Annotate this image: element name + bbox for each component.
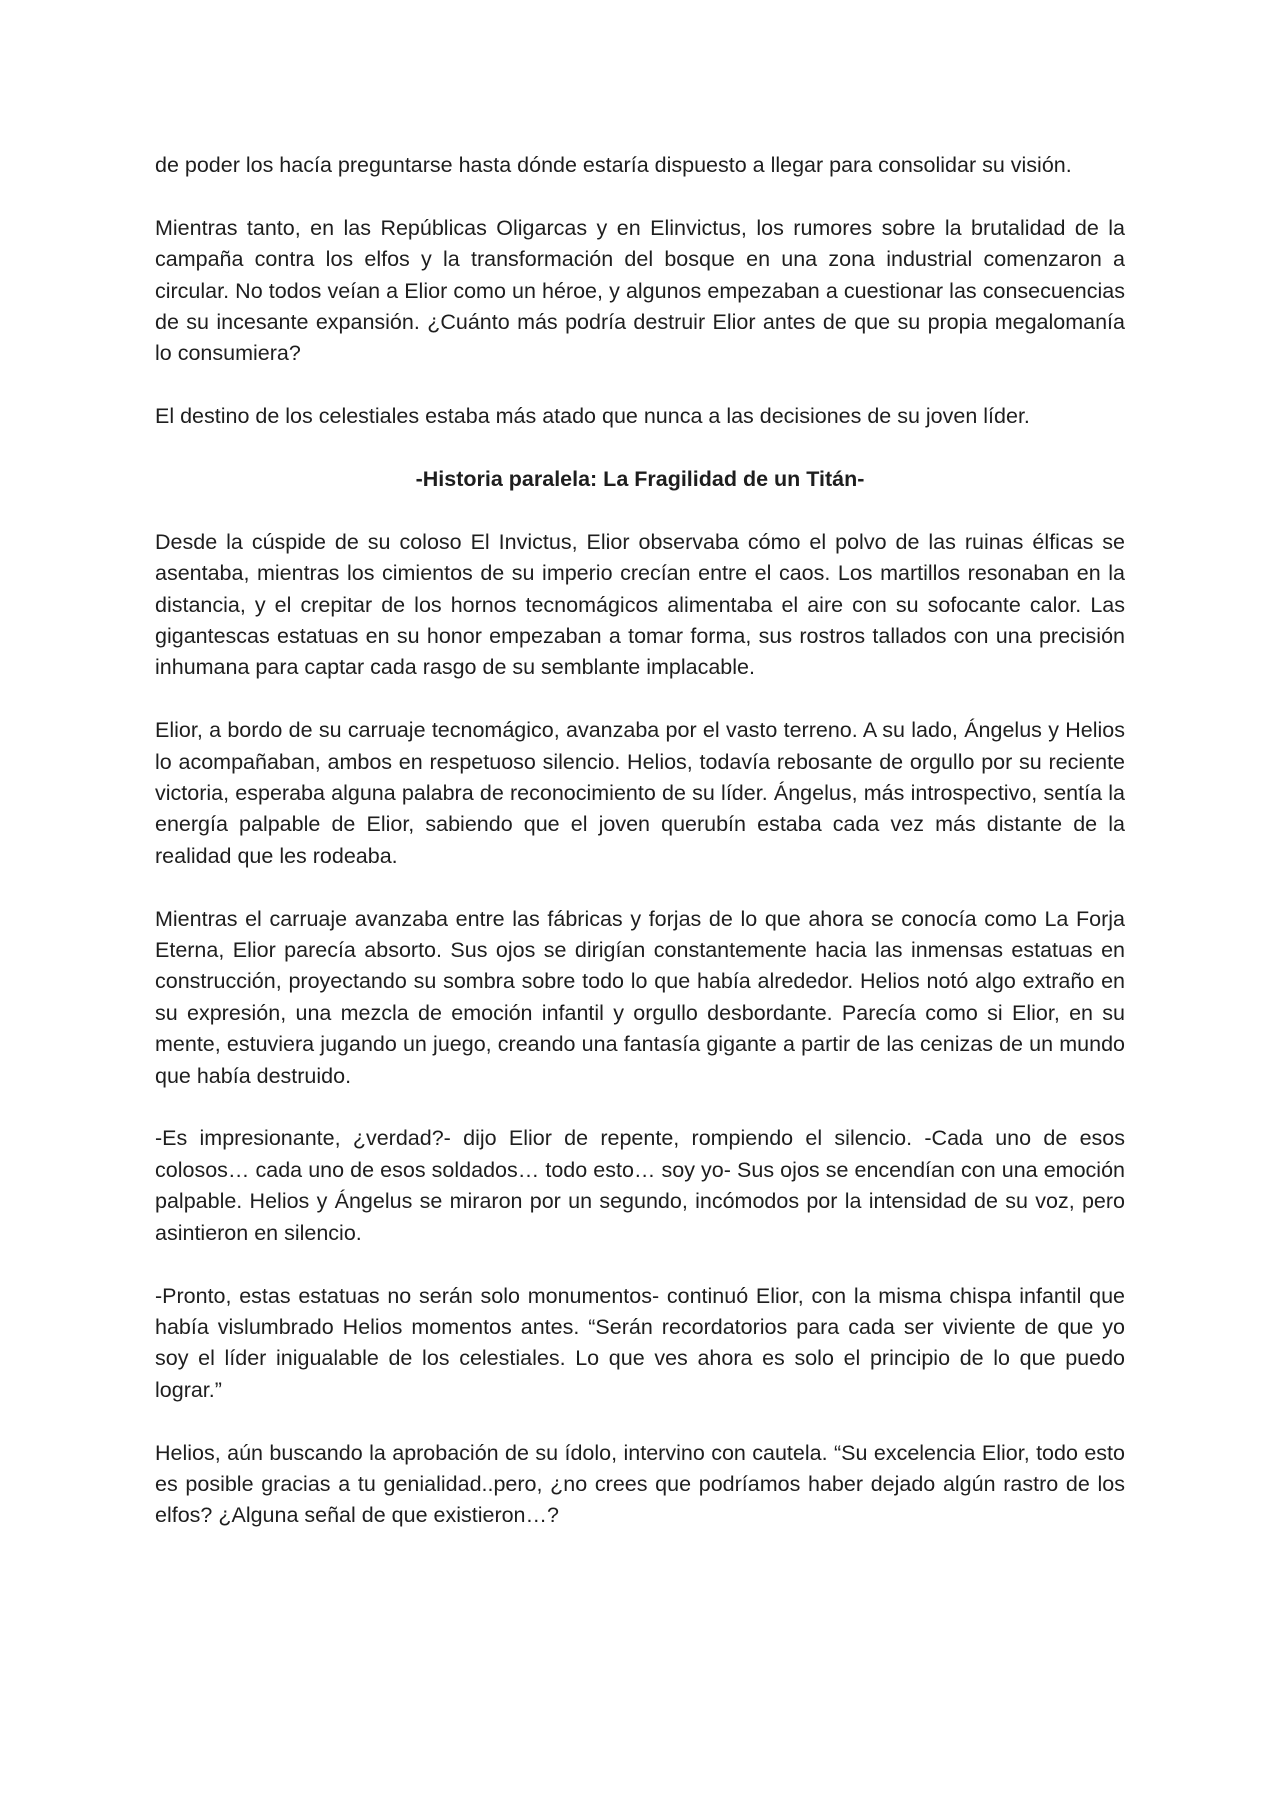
paragraph-6: Mientras el carruaje avanzaba entre las fábricas y forjas de lo que ahora se conocía como La Forja Eterna, Elior parecía absorto. Sus ojos se dirigían constantemente hacia las inmensas estatuas en construcción, proyectando su sombra sobre todo lo que había alrededor. Helios notó algo extraño en su expresión, una mezcla de emoción infantil y orgullo desbordante. Parecía como si Elior, en su mente, estuviera jugando un juego, creando una fantasía gigante a partir de las cenizas de un mundo que había destruido. xyxy=(155,906,1125,1088)
document-page xyxy=(155,150,1125,1563)
paragraph-4: Desde la cúspide de su coloso El Invictus, Elior observaba cómo el polvo de las ruinas élficas se asentaba, mientras los cimientos de su imperio crecían entre el caos. Los martillos resonaban en la distancia, y el crepitar de los hornos tecnomágicos alimentaba el aire con su sofocante calor. Las gigantescas estatuas en su honor empezaban a tomar forma, sus rostros tallados con una precisión inhumana para captar cada rasgo de su semblante implacable. xyxy=(155,529,1125,680)
paragraph-2: Mientras tanto, en las Repúblicas Oligarcas y en Elinvictus, los rumores sobre la brutalidad de la campaña contra los elfos y la transformación del bosque en una zona industrial comenzaron a circular. No todos veían a Elior como un héroe, y algunos empezaban a cuestionar las consecuencias de su incesante expansión. ¿Cuánto más podría destruir Elior antes de que su propia megalomanía lo consumiera? xyxy=(155,215,1125,366)
paragraph-7: -Es impresionante, ¿verdad?- dijo Elior de repente, rompiendo el silencio. -Cada uno de esos colosos… cada uno de esos soldados… todo esto… soy yo- Sus ojos se encendían con una emoción palpable. Helios y Ángelus se miraron por un segundo, incómodos por la intensidad de su voz, pero asintieron en silencio. xyxy=(155,1126,1125,1245)
paragraph-8: -Pronto, estas estatuas no serán solo monumentos- continuó Elior, con la misma chispa infantil que había vislumbrado Helios momentos antes. “Serán recordatorios para cada ser viviente de que yo soy el líder inigualable de los celestiales. Lo que ves ahora es solo el principio de lo que puedo lograr.” xyxy=(155,1283,1125,1402)
paragraph-5: Elior, a bordo de su carruaje tecnomágico, avanzaba por el vasto terreno. A su lado, Ángelus y Helios lo acompañaban, ambos en respetuoso silencio. Helios, todavía rebosante de orgullo por su reciente victoria, esperaba alguna palabra de reconocimiento de su líder. Ángelus, más introspectivo, sentía la energía palpable de Elior, sabiendo que el joven querubín estaba cada vez más distante de la realidad que les rodeaba. xyxy=(155,718,1125,868)
paragraph-3: El destino de los celestiales estaba más atado que nunca a las decisiones de su joven líder. xyxy=(155,404,1030,429)
paragraph-1: de poder los hacía preguntarse hasta dónde estaría dispuesto a llegar para consolidar su visión. xyxy=(155,153,1072,177)
paragraph-9: Helios, aún buscando la aprobación de su ídolo, intervino con cautela. “Su excelencia Elior, todo esto es posible gracias a tu genialidad..pero, ¿no crees que podríamos haber dejado algún rastro de los elfos? ¿Alguna señal de que existieron…? xyxy=(155,1440,1125,1528)
section-heading: -Historia paralela: La Fragilidad de un Titán- xyxy=(415,467,865,492)
